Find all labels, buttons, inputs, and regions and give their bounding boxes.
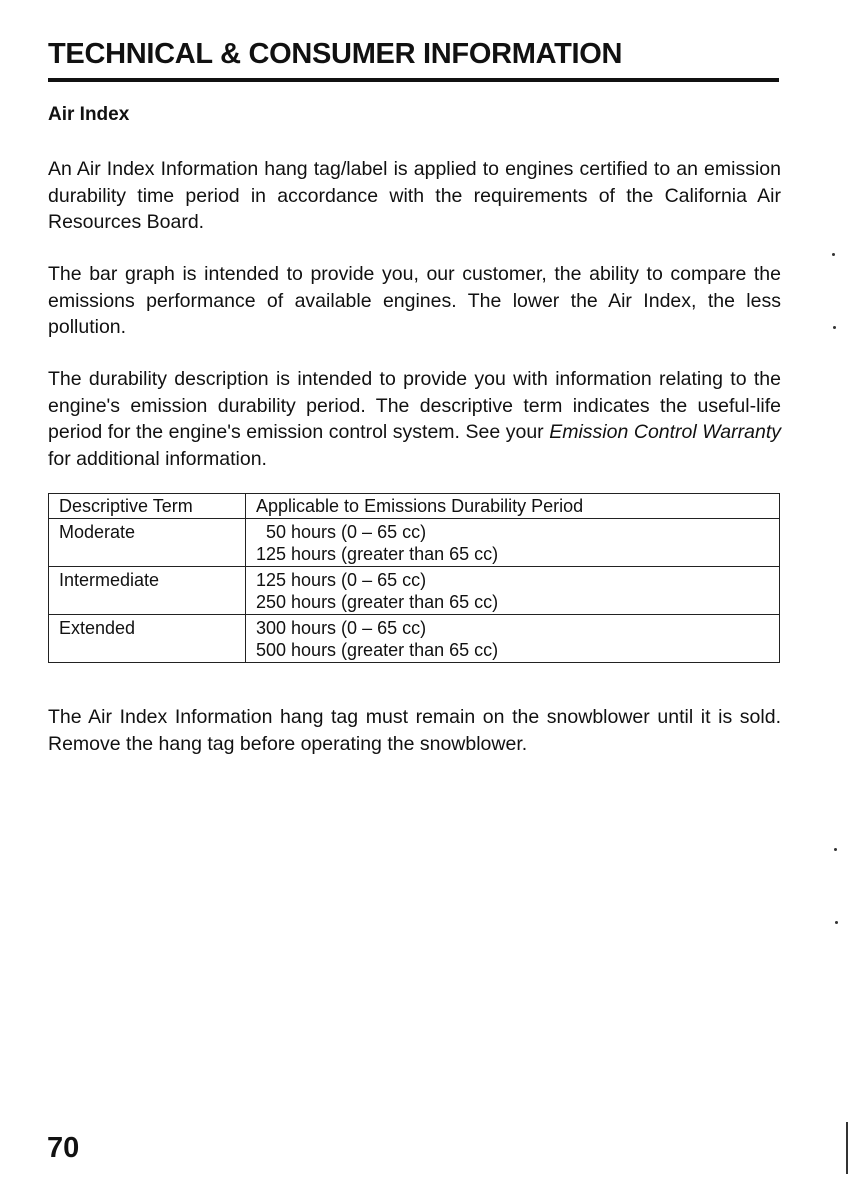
period-line-small-engine: 50 hours (0 – 65 cc) — [266, 522, 427, 542]
period-line-large-engine: 125 hours (greater than 65 cc) — [256, 544, 499, 564]
scan-dot — [833, 326, 836, 329]
period-cell — [246, 519, 780, 567]
durability-table — [48, 493, 780, 663]
paragraph-bar-graph: The bar graph is intended to provide you, our customer, the ability to compare the emissions performance of available engines. The lower the Air Index, the less pollution. — [48, 263, 781, 338]
margin-scan-line — [846, 1122, 848, 1174]
table-row — [49, 615, 780, 663]
section-heading: Air Index — [48, 104, 130, 125]
paragraph-durability — [48, 366, 781, 472]
paragraph-hang-tag-intro: An Air Index Information hang tag/label is applied to engines certified to an emission durability time period in accordance with the requirements of the California Air Resources Board. — [48, 158, 781, 233]
paragraph-durability-text-before: The durability description is intended to provide you with information relating to the engine's emission durability period. The descriptive term indicates the useful-life period for the engine's emission control system. See your — [48, 368, 781, 443]
period-line-small-engine: 125 hours (0 – 65 cc) — [256, 570, 427, 590]
page-number: 70 — [47, 1132, 80, 1164]
title-rule — [48, 78, 779, 82]
term-cell: Intermediate — [49, 567, 246, 615]
period-line-small-engine: 300 hours (0 – 65 cc) — [256, 618, 427, 638]
table-row — [49, 519, 780, 567]
warranty-reference: Emission Control Warranty — [549, 421, 782, 443]
period-cell — [246, 567, 780, 615]
table-row — [49, 567, 780, 615]
paragraph-hang-tag-removal: The Air Index Information hang tag must remain on the snowblower until it is sold. Remove the hang tag before operating the snowblower. — [48, 706, 781, 755]
term-cell: Moderate — [49, 519, 246, 567]
page-title: TECHNICAL & CONSUMER INFORMATION — [48, 38, 623, 70]
scan-dot — [834, 848, 837, 851]
header-durability-period: Applicable to Emissions Durability Period — [246, 494, 780, 519]
period-line-large-engine: 500 hours (greater than 65 cc) — [256, 640, 499, 660]
table-header-row — [49, 494, 780, 519]
term-cell: Extended — [49, 615, 246, 663]
scan-dot — [832, 253, 835, 256]
period-cell — [246, 615, 780, 663]
header-descriptive-term: Descriptive Term — [49, 494, 246, 519]
period-line-large-engine: 250 hours (greater than 65 cc) — [256, 592, 499, 612]
scan-dot — [835, 921, 838, 924]
paragraph-durability-text-after: for additional information. — [48, 447, 267, 470]
